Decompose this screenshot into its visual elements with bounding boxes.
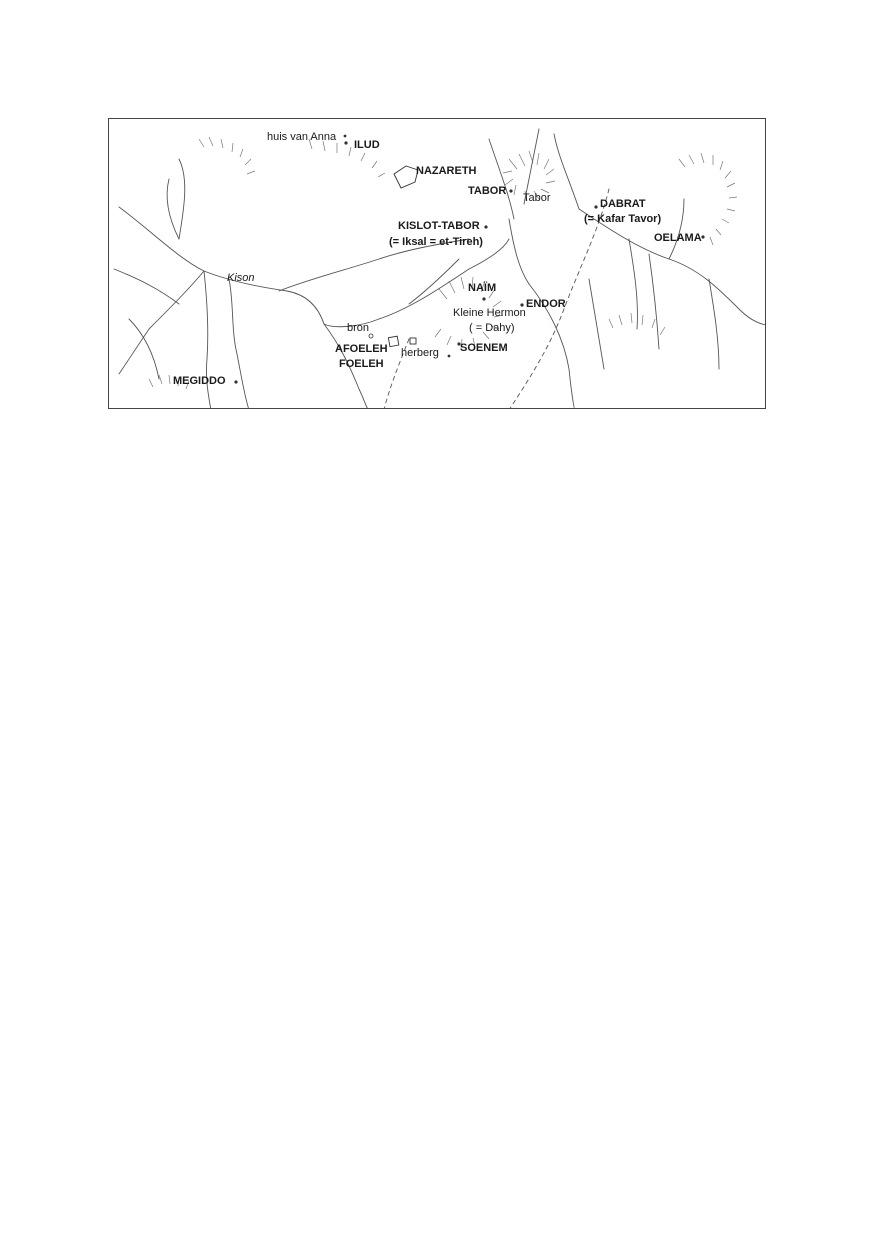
stream bbox=[669, 199, 684, 259]
label-kleine-hermon-alt: ( = Dahy) bbox=[469, 322, 515, 334]
label-kislot-tabor-alt: (= Iksal = et-Tireh) bbox=[389, 236, 483, 248]
stream bbox=[509, 219, 529, 284]
stream bbox=[409, 259, 459, 304]
huis-van-anna-dot bbox=[344, 135, 347, 138]
label-nazareth: NAZARETH bbox=[416, 165, 477, 177]
stream bbox=[229, 279, 249, 409]
ilud-dot bbox=[344, 141, 347, 144]
stream bbox=[167, 179, 179, 239]
bron-dot bbox=[369, 334, 373, 338]
label-bron: bron bbox=[347, 322, 370, 334]
label-tabor-mount: Tabor bbox=[523, 192, 551, 204]
stream bbox=[179, 159, 185, 239]
bron-marker bbox=[388, 336, 398, 346]
label-afoeleh: AFOELEH bbox=[335, 343, 388, 355]
stream bbox=[629, 239, 637, 329]
nazareth-outline bbox=[394, 166, 418, 188]
label-foeleh: FOELEH bbox=[339, 358, 384, 370]
hill-hatching bbox=[199, 137, 255, 174]
herberg-dot bbox=[448, 355, 451, 358]
stream bbox=[554, 134, 579, 209]
kislot-tabor-dot bbox=[484, 225, 487, 228]
label-herberg: herberg bbox=[401, 347, 439, 359]
naim-dot bbox=[482, 297, 485, 300]
label-kison-river: Kison bbox=[227, 272, 255, 284]
stream bbox=[579, 209, 766, 325]
label-kislot-tabor: KISLOT-TABOR bbox=[398, 220, 480, 232]
label-endor: ENDOR bbox=[526, 298, 566, 310]
map-frame bbox=[108, 118, 766, 409]
label-oelama: OELAMA bbox=[654, 232, 702, 244]
label-dabrat-alt: (= Kafar Tavor) bbox=[584, 213, 662, 225]
stream bbox=[649, 254, 659, 349]
dabrat-dot bbox=[594, 205, 597, 208]
stream bbox=[589, 279, 604, 369]
stream bbox=[129, 319, 159, 379]
tabor-dot bbox=[509, 189, 512, 192]
label-kleine-hermon: Kleine Hermon bbox=[453, 307, 526, 319]
label-ilud: ILUD bbox=[354, 139, 380, 151]
label-megiddo: MEGIDDO bbox=[173, 375, 226, 387]
megiddo-dot bbox=[234, 380, 237, 383]
stream bbox=[489, 139, 514, 219]
stream bbox=[114, 269, 179, 304]
terrain-drawing bbox=[109, 119, 766, 409]
label-naim: NAÏM bbox=[468, 282, 497, 294]
herberg-marker bbox=[410, 338, 416, 344]
label-soenem: SOENEM bbox=[460, 342, 508, 354]
stream bbox=[709, 279, 719, 369]
label-dabrat: DABRAT bbox=[600, 198, 646, 210]
label-huis-van-anna: huis van Anna bbox=[267, 131, 337, 143]
label-tabor-town: TABOR bbox=[468, 185, 507, 197]
stream bbox=[204, 271, 211, 409]
